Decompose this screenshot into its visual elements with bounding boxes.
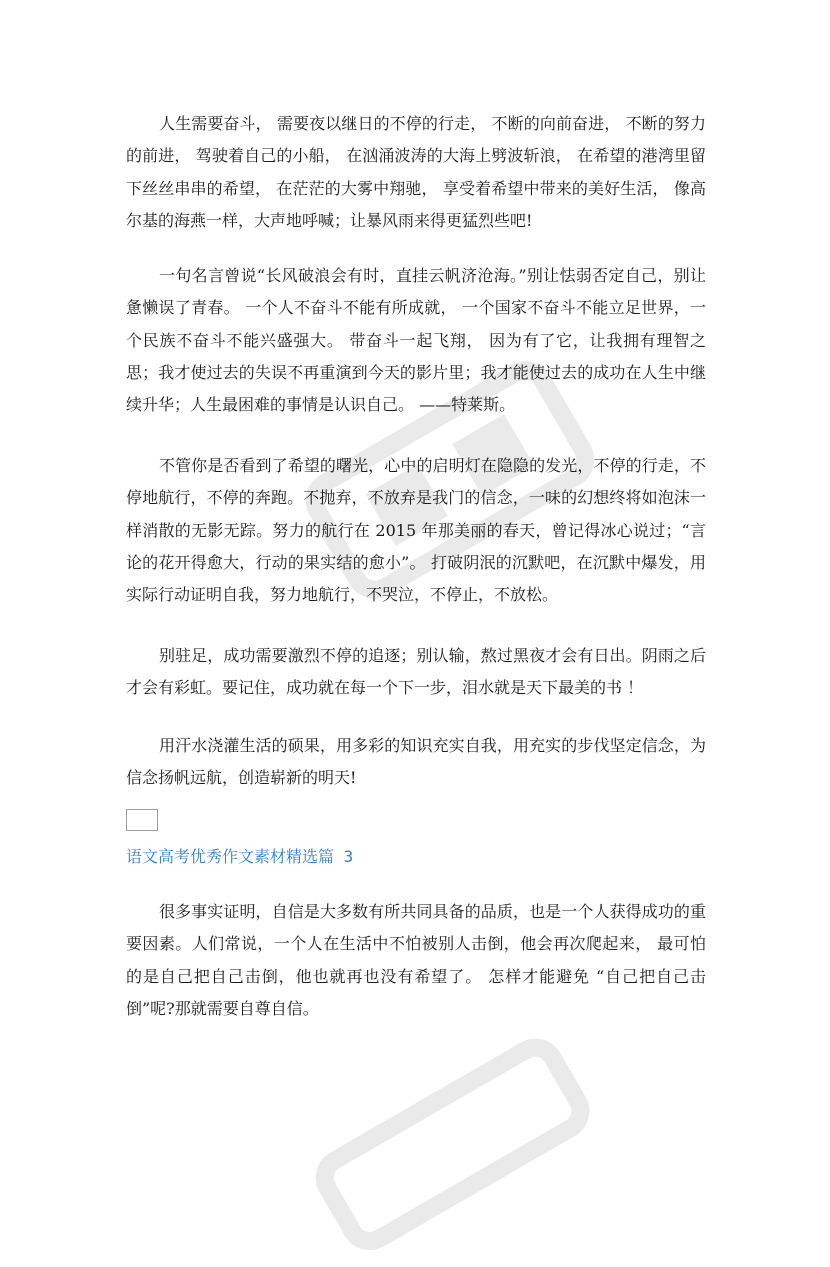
paragraph-3: 不管你是否看到了希望的曙光，心中的启明灯在隐隐的发光，不停的行走，不停地航行，不停的奔跑。不抛弃，不放弃是我门的信念，一味的幻想终将如泡沫一样消散的无影无踪。努力的航行在 2015 年那美丽的春天，曾记得冰心说过；“言论的花开得愈大，行动的果实结的愈小”。 打破阴泯的沉默吧，在沉默中爆发，用实际行动证明自我，努力地航行，不哭泣，不停止，不放松。 bbox=[126, 456, 706, 605]
paragraph-1: 人生需要奋斗， 需要夜以继日的不停的行走， 不断的向前奋进， 不断的努力的前进， 驾驶着自己的小船， 在汹涌波涛的大海上劈波斩浪， 在希望的港湾里留下丝丝串串的希望， 在茫茫的大雾中翔驰， 享受着希望中带来的美好生活， 像高尔基的海燕一样，大声地呼喊；让暴风雨来得更猛烈些吧! bbox=[126, 114, 706, 230]
paragraph-2: 一句名言曾说“长风破浪会有时，直挂云帆济沧海。”别让怯弱否定自己，别让惫懒误了青春。 一个人不奋斗不能有所成就， 一个国家不奋斗不能立足世界，一个民族不奋斗不能兴盛强大。 带奋斗一起飞翔， 因为有了它，让我拥有理智之思；我才使过去的失误不再重演到今天的影片里；我才能使过去的成功在人生中继续升华；人生最困难的事情是认识自己。 ——特莱斯。 bbox=[126, 266, 706, 415]
watermark-logo-bottom bbox=[290, 1013, 610, 1267]
paragraph-5: 用汗水浇灌生活的硕果，用多彩的知识充实自我，用充实的步伐坚定信念，为信念扬帆远航，创造崭新的明天! bbox=[126, 736, 706, 788]
section-heading: 语文高考优秀作文素材精选篇 3 bbox=[126, 847, 354, 866]
blank-placeholder-box bbox=[126, 809, 158, 831]
paragraph-4: 别驻足，成功需要激烈不停的追逐；别认输，熬过黑夜才会有日出。阴雨之后才会有彩虹。要记住，成功就在每一个下一步，泪水就是天下最美的书 ！ bbox=[126, 646, 706, 698]
paragraph-6: 很多事实证明，自信是大多数有所共同具备的品质，也是一个人获得成功的重要因素。人们常说，一个人在生活中不怕被别人击倒，他会再次爬起来， 最可怕的是自己把自己击倒，他也就再也没有希望了。 怎样才能避免 “自己把自己击倒”呢?那就需要自尊自信。 bbox=[126, 902, 706, 1018]
